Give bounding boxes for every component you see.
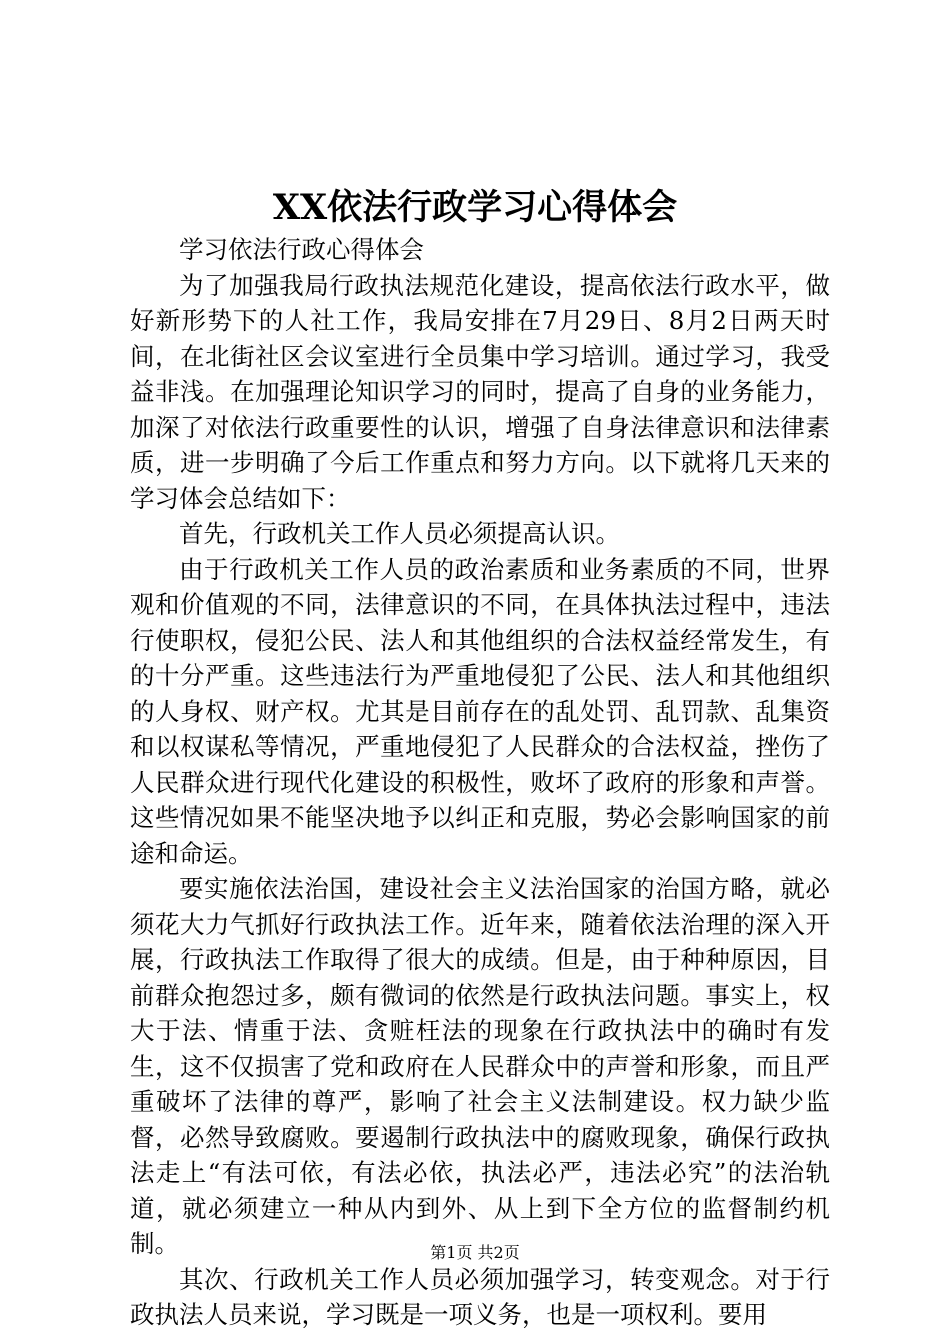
paragraph-body: 要实施依法治国，建设社会主义法治国家的治国方略，就必须花大力气抓好行政执法工作。近年来，随着依法治理的深入开展，行政执法工作取得了很大的成绩。但是，由于种种原因，目前群众抱怨过多，颇有微词的依然是行政执法问题。事实上，权大于法、情重于法、贪赃枉法的现象在行政执法中的确时有发生，这不仅损害了党和政府在人民群众中的声誉和形象，而且严重破坏了法律的尊严，影响了社会主义法制建设。权力缺少监督，必然导致腐败。要遏制行政执法中的腐败现象，确保行政执法走上“有法可依，有法必依，执法必严，违法必究”的法治轨道，就必须建立一种从内到外、从上到下全方位的监督制约机制。 xyxy=(130,874,830,1258)
document-title: XX依法行政学习心得体会 xyxy=(272,187,678,228)
paragraph-second-point: 其次、行政机关工作人员必须加强学习，转变观念。对于行政执法人员来说，学习既是一项义务，也是一项权利。要用 xyxy=(130,1264,830,1329)
paragraph-first-point: 首先，行政机关工作人员必须提高认识。 xyxy=(179,519,620,548)
document-body xyxy=(130,232,830,1333)
paragraph-subtitle: 学习依法行政心得体会 xyxy=(179,235,424,264)
paragraph-body: 由于行政机关工作人员的政治素质和业务素质的不同，世界观和价值观的不同，法律意识的不同，在具体执法过程中，违法行使职权，侵犯公民、法人和其他组织的合法权益经常发生，有的十分严重。这些违法行为严重地侵犯了公民、法人和其他组织的人身权、财产权。尤其是目前存在的乱处罚、乱罚款、乱集资和以权谋私等情况，严重地侵犯了人民群众的合法权益，挫伤了人民群众进行现代化建设的积极性，败坏了政府的形象和声誉。这些情况如果不能坚决地予以纠正和克服，势必会影响国家的前途和命运。 xyxy=(130,554,830,868)
paragraph-intro: 为了加强我局行政执法规范化建设，提高依法行政水平，做好新形势下的人社工作，我局安排在7月29日、8月2日两天时间，在北街社区会议室进行全员集中学习培训。通过学习，我受益非浅。在加强理论知识学习的同时，提高了自身的业务能力，加深了对依法行政重要性的认识，增强了自身法律意识和法律素质，进一步明确了今后工作重点和努力方向。以下就将几天来的学习体会总结如下： xyxy=(130,270,830,513)
page-footer: 第1页 共2页 xyxy=(430,1243,520,1262)
